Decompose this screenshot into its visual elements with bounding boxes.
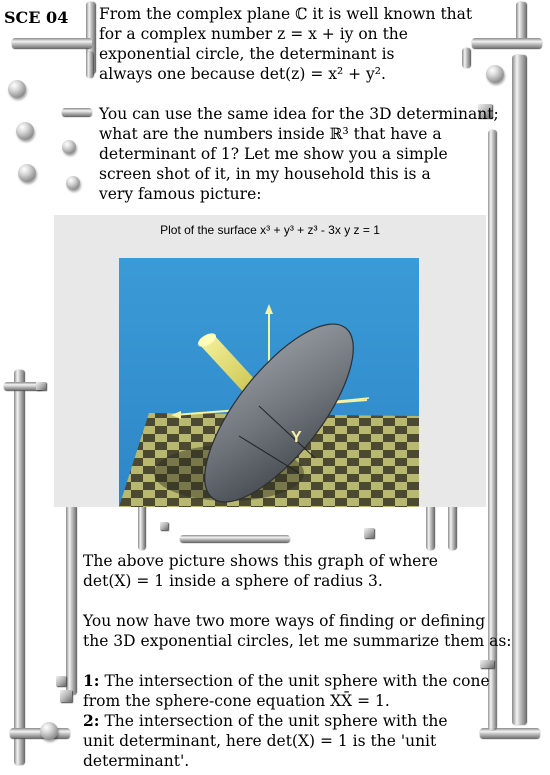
frame-bar-left-outer [14, 370, 24, 765]
paragraph-line: what are the numbers inside ℝ³ that have a [99, 125, 442, 143]
list-item-text: The intersection of the unit sphere with the cone [104, 672, 490, 690]
intro-line: From the complex plane ℂ it is well known that [99, 5, 473, 23]
frame-bar-under-figure [138, 500, 145, 550]
intro-line: exponential circle, the determinant is [99, 45, 395, 63]
paragraph-line: The above picture shows this graph of where [83, 552, 438, 570]
paragraph-line: You can use the same idea for the 3D determinant; [99, 105, 499, 123]
intro-line: always one because det(z) = x² + y². [99, 65, 386, 83]
figure-caption: Plot of the surface x³ + y³ + z³ - 3x y z = 1 [160, 223, 380, 237]
decor-ball [18, 164, 36, 182]
decor-ball [16, 122, 34, 140]
frame-bar-right-figure2 [448, 500, 456, 550]
decor-ball [66, 176, 80, 190]
list-item-continuation: from the sphere-cone equation XX̄ = 1. [83, 692, 390, 710]
paragraph-line: the 3D exponential circles, let me summarize them as: [83, 632, 512, 650]
intro-paragraph [99, 4, 472, 84]
summary-paragraph [83, 611, 512, 651]
paragraph-line: very famous picture: [99, 185, 262, 203]
surface-plot-image [119, 258, 419, 507]
decor-ball [40, 722, 58, 740]
intro-line: for a complex number z = x + iy on the [99, 25, 408, 43]
list-item [83, 671, 490, 691]
list-item-continuation: determinant'. [83, 752, 190, 770]
list-item-text: The intersection of the unit sphere with the [104, 712, 448, 730]
paragraph-line: screen shot of it, in my household this is a [99, 165, 431, 183]
frame-bar-top-right [472, 38, 542, 48]
frame-bar-left-short [86, 52, 93, 78]
list-item-label: 2: [83, 711, 100, 730]
frame-bar-top-left [12, 38, 92, 48]
decor-ball [8, 80, 26, 98]
decor-square [364, 528, 374, 538]
decor-ball [486, 65, 504, 83]
graph-description-paragraph [83, 551, 438, 591]
frame-bar-right-figure [426, 500, 434, 550]
decor-square [160, 522, 168, 530]
decor-ball [62, 140, 76, 154]
paragraph-line: You now have two more ways of finding or defining [83, 612, 486, 630]
list-item-label: 1: [83, 671, 100, 690]
decor-square [480, 660, 494, 668]
page-title: SCE 04 [4, 8, 69, 27]
decor-square [36, 382, 46, 390]
axis-label-y: Y [291, 429, 302, 446]
determinant-paragraph [99, 104, 499, 204]
surface-plot-figure [54, 215, 486, 507]
paragraph-line: determinant of 1? Let me show you a simple [99, 145, 448, 163]
decor-square [60, 690, 72, 702]
frame-bar-mid-left [62, 108, 92, 116]
frame-bar-left-long [66, 505, 76, 695]
frame-bar-right-main [512, 55, 526, 725]
summary-list [83, 671, 490, 771]
frame-bar-under-figure-h [180, 535, 290, 542]
list-item-continuation: unit determinant, here det(X) = 1 is the 'unit [83, 732, 437, 750]
decor-square [56, 676, 66, 686]
paragraph-line: det(X) = 1 inside a sphere of radius 3. [83, 572, 383, 590]
frame-bar-right-top [516, 2, 526, 42]
list-item [83, 711, 490, 731]
